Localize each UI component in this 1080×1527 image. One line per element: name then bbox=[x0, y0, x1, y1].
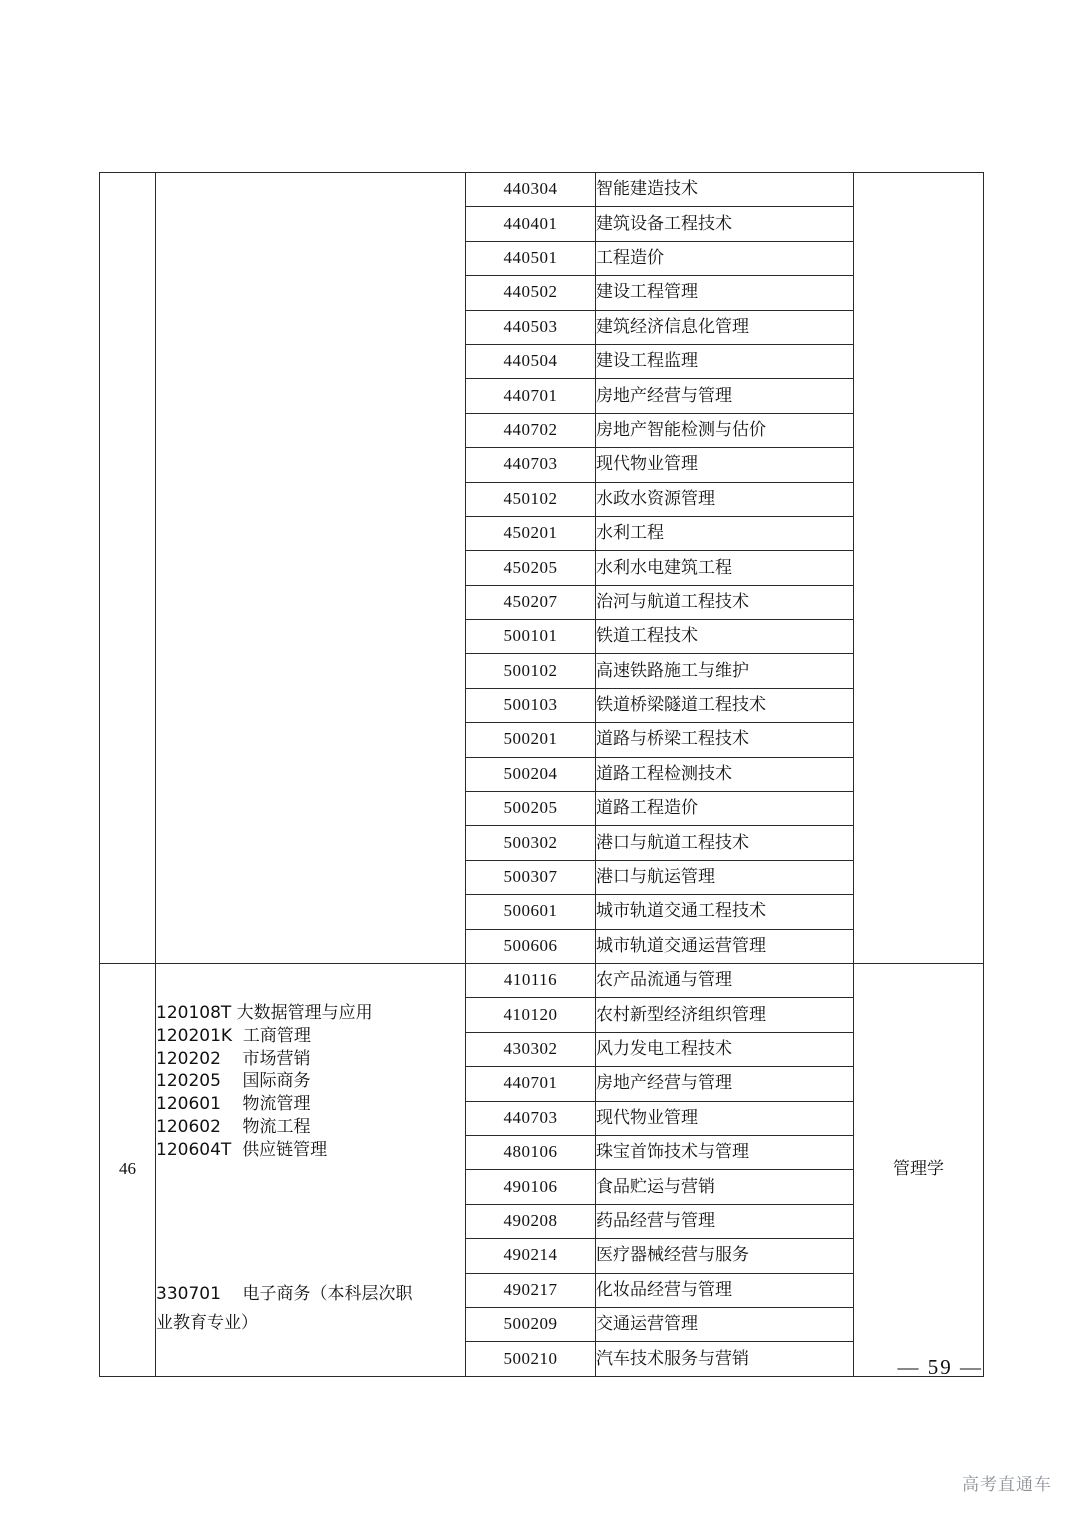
majors-mapping-table bbox=[99, 172, 984, 1377]
cell-code: 500210 bbox=[466, 1342, 596, 1376]
major-line: 120108T 大数据管理与应用 bbox=[156, 1002, 373, 1023]
cell-code: 440401 bbox=[466, 207, 596, 241]
cell-name: 农村新型经济组织管理 bbox=[596, 998, 854, 1032]
cell-name: 道路工程造价 bbox=[596, 792, 854, 826]
cell-majors-continued bbox=[156, 173, 466, 964]
cell-name: 治河与航道工程技术 bbox=[596, 585, 854, 619]
cell-name: 农产品流通与管理 bbox=[596, 963, 854, 997]
cell-name: 道路与桥梁工程技术 bbox=[596, 723, 854, 757]
cell-name: 药品经营与管理 bbox=[596, 1204, 854, 1238]
table-row bbox=[100, 173, 984, 207]
cell-code: 440702 bbox=[466, 413, 596, 447]
cell-name: 建筑设备工程技术 bbox=[596, 207, 854, 241]
page-number: — 59 — bbox=[897, 1355, 983, 1379]
major-line: 120602 物流工程 bbox=[156, 1117, 311, 1138]
cell-name: 水利水电建筑工程 bbox=[596, 551, 854, 585]
cell-name: 珠宝首饰技术与管理 bbox=[596, 1135, 854, 1169]
cell-name: 化妆品经营与管理 bbox=[596, 1273, 854, 1307]
cell-code: 490217 bbox=[466, 1273, 596, 1307]
cell-code: 500209 bbox=[466, 1307, 596, 1341]
cell-code: 500302 bbox=[466, 826, 596, 860]
cell-code: 490208 bbox=[466, 1204, 596, 1238]
cell-name: 城市轨道交通运营管理 bbox=[596, 929, 854, 963]
cell-code: 480106 bbox=[466, 1135, 596, 1169]
cell-code: 440304 bbox=[466, 173, 596, 207]
major-line: 120604T 供应链管理 bbox=[156, 1140, 328, 1161]
cell-code: 410116 bbox=[466, 963, 596, 997]
cell-code: 410120 bbox=[466, 998, 596, 1032]
cell-code: 490214 bbox=[466, 1239, 596, 1273]
major-line: 330701 电子商务（本科层次职 bbox=[156, 1284, 413, 1305]
cell-name: 房地产智能检测与估价 bbox=[596, 413, 854, 447]
cell-name: 汽车技术服务与营销 bbox=[596, 1342, 854, 1376]
cell-name: 港口与航运管理 bbox=[596, 860, 854, 894]
major-line: 120601 物流管理 bbox=[156, 1094, 311, 1115]
table-body bbox=[100, 173, 984, 1377]
cell-code: 500201 bbox=[466, 723, 596, 757]
cell-name: 建设工程监理 bbox=[596, 344, 854, 378]
major-line: 业教育专业） bbox=[156, 1313, 258, 1334]
cell-code: 430302 bbox=[466, 1032, 596, 1066]
cell-code: 440701 bbox=[466, 379, 596, 413]
majors-top-list bbox=[156, 1002, 465, 1163]
cell-name: 铁道桥梁隧道工程技术 bbox=[596, 688, 854, 722]
cell-name: 交通运营管理 bbox=[596, 1307, 854, 1341]
cell-code: 440503 bbox=[466, 310, 596, 344]
cell-code: 450205 bbox=[466, 551, 596, 585]
major-line: 120202 市场营销 bbox=[156, 1048, 311, 1069]
cell-index-continued bbox=[100, 173, 156, 964]
cell-name: 房地产经营与管理 bbox=[596, 379, 854, 413]
cell-name: 食品贮运与营销 bbox=[596, 1170, 854, 1204]
cell-name: 建筑经济信息化管理 bbox=[596, 310, 854, 344]
cell-code: 500601 bbox=[466, 895, 596, 929]
cell-name: 智能建造技术 bbox=[596, 173, 854, 207]
cell-code: 500102 bbox=[466, 654, 596, 688]
cell-category-46: 管理学 bbox=[854, 963, 984, 1376]
cell-name: 高速铁路施工与维护 bbox=[596, 654, 854, 688]
cell-name: 铁道工程技术 bbox=[596, 620, 854, 654]
major-line: 120201K 工商管理 bbox=[156, 1025, 311, 1046]
majors-bottom-list bbox=[156, 1280, 465, 1338]
cell-code: 450207 bbox=[466, 585, 596, 619]
table-row bbox=[100, 963, 984, 997]
cell-code: 500205 bbox=[466, 792, 596, 826]
cell-code: 500101 bbox=[466, 620, 596, 654]
major-line: 120205 国际商务 bbox=[156, 1071, 311, 1092]
cell-name: 现代物业管理 bbox=[596, 448, 854, 482]
cell-code: 500103 bbox=[466, 688, 596, 722]
cell-code: 500204 bbox=[466, 757, 596, 791]
cell-code: 440501 bbox=[466, 241, 596, 275]
cell-name: 现代物业管理 bbox=[596, 1101, 854, 1135]
cell-code: 500307 bbox=[466, 860, 596, 894]
cell-code: 440703 bbox=[466, 448, 596, 482]
cell-name: 港口与航道工程技术 bbox=[596, 826, 854, 860]
majors-spacer bbox=[156, 1162, 465, 1280]
cell-name: 风力发电工程技术 bbox=[596, 1032, 854, 1066]
cell-code: 440703 bbox=[466, 1101, 596, 1135]
cell-code: 490106 bbox=[466, 1170, 596, 1204]
cell-name: 建设工程管理 bbox=[596, 276, 854, 310]
cell-code: 440701 bbox=[466, 1067, 596, 1101]
cell-name: 医疗器械经营与服务 bbox=[596, 1239, 854, 1273]
cell-code: 440502 bbox=[466, 276, 596, 310]
cell-majors-46 bbox=[156, 963, 466, 1376]
cell-name: 水利工程 bbox=[596, 516, 854, 550]
cell-name: 道路工程检测技术 bbox=[596, 757, 854, 791]
cell-code: 440504 bbox=[466, 344, 596, 378]
cell-name: 工程造价 bbox=[596, 241, 854, 275]
cell-name: 水政水资源管理 bbox=[596, 482, 854, 516]
cell-category-continued bbox=[854, 173, 984, 964]
cell-name: 房地产经营与管理 bbox=[596, 1067, 854, 1101]
cell-index-46: 46 bbox=[100, 963, 156, 1376]
cell-code: 450102 bbox=[466, 482, 596, 516]
watermark-label: 高考直通车 bbox=[962, 1475, 1052, 1495]
cell-code: 450201 bbox=[466, 516, 596, 550]
cell-name: 城市轨道交通工程技术 bbox=[596, 895, 854, 929]
cell-code: 500606 bbox=[466, 929, 596, 963]
